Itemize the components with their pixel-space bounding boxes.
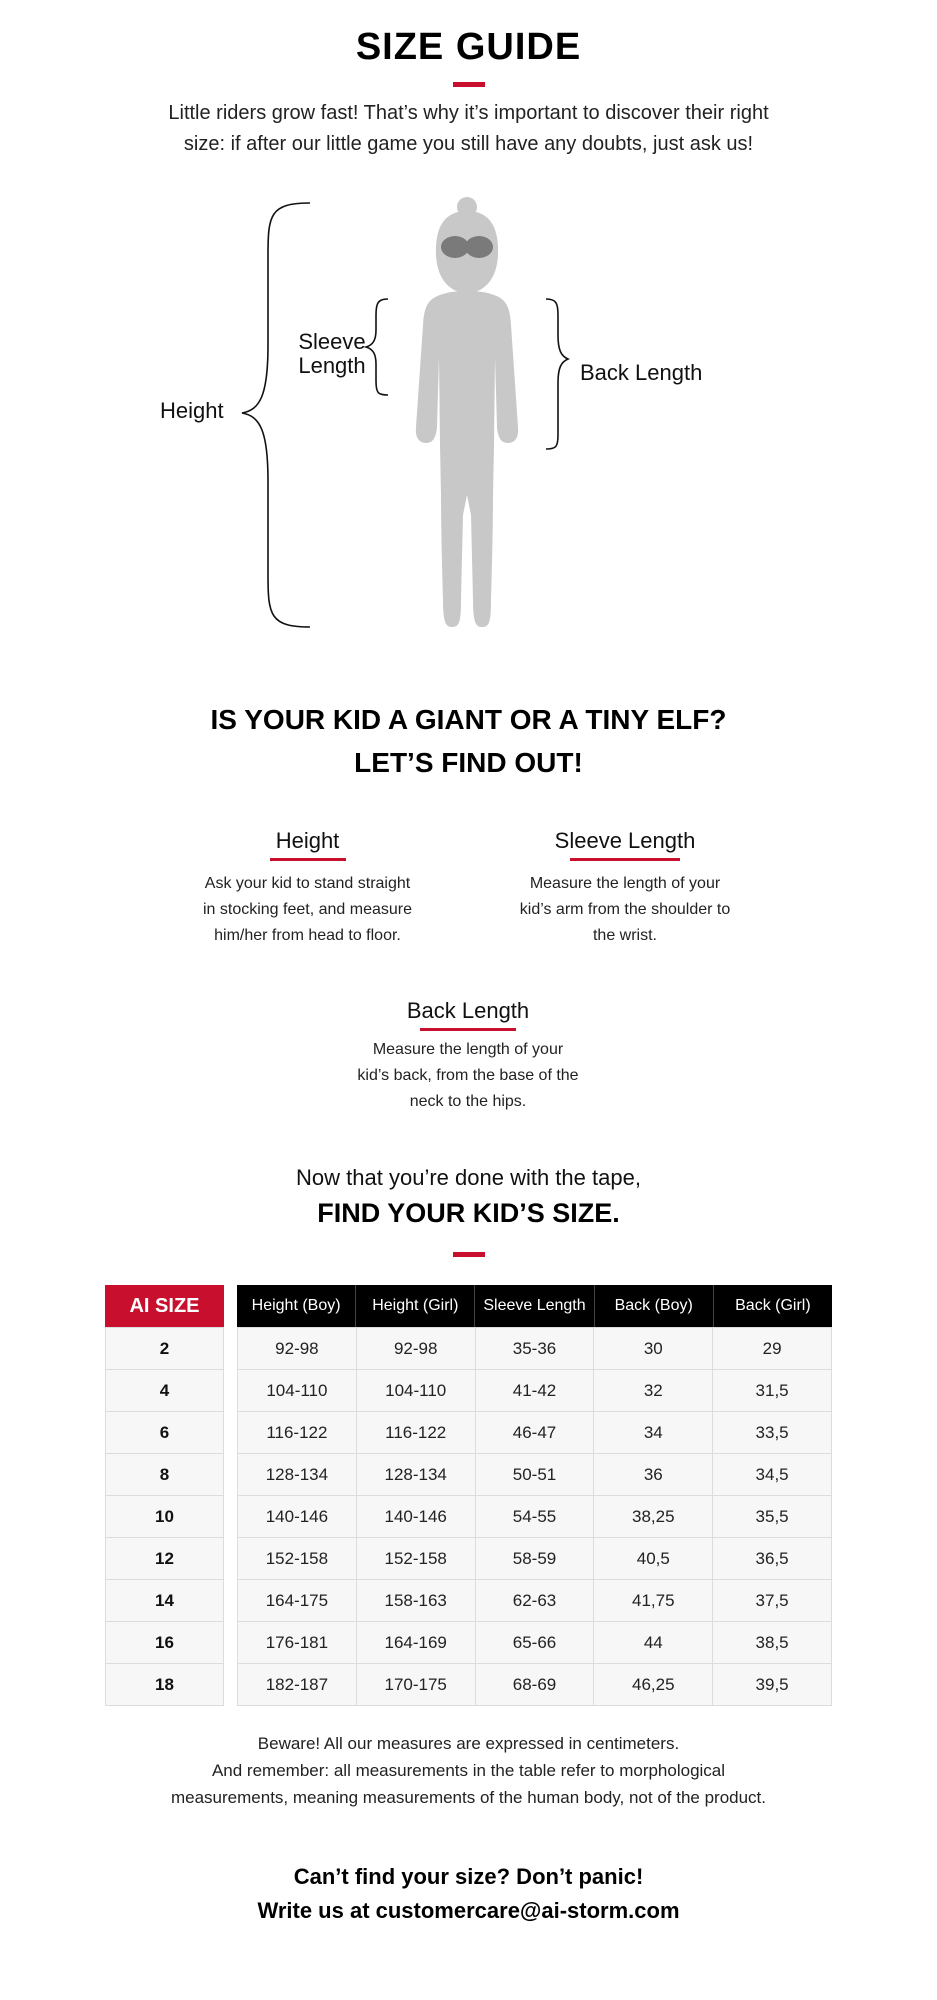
table-cell: 92-98 bbox=[237, 1327, 357, 1370]
measure-back-line-1: Measure the length of your bbox=[372, 1041, 564, 1058]
figure-label-sleeve-line2: Length bbox=[298, 353, 366, 378]
table-cell: 46,25 bbox=[593, 1663, 713, 1706]
measure-height-line-2: in stocking feet, and measure bbox=[202, 901, 412, 918]
measurement-note bbox=[0, 1730, 937, 1811]
figure-label-back: Back Length bbox=[580, 360, 703, 385]
table-header-cell: Back (Girl) bbox=[714, 1285, 832, 1327]
size-cell: 16 bbox=[105, 1621, 224, 1664]
measure-back-title: Back Length bbox=[406, 998, 530, 1023]
table-cell: 37,5 bbox=[712, 1579, 832, 1622]
table-header-row bbox=[237, 1285, 832, 1327]
measure-height bbox=[185, 828, 430, 949]
table-cell: 34,5 bbox=[712, 1453, 832, 1496]
question-line-1: IS YOUR KID A GIANT OR A TINY ELF? bbox=[210, 704, 727, 735]
measure-back bbox=[343, 998, 593, 1115]
table-cell: 104-110 bbox=[356, 1369, 476, 1412]
intro-text bbox=[150, 98, 787, 160]
table-body bbox=[237, 1327, 832, 1706]
table-cell: 182-187 bbox=[237, 1663, 357, 1706]
table-row bbox=[237, 1412, 832, 1454]
measure-sleeve-underline bbox=[570, 858, 680, 861]
table-cell: 128-134 bbox=[237, 1453, 357, 1496]
table-cell: 152-158 bbox=[237, 1537, 357, 1580]
note-line-3: measurements, meaning measurements of the human body, not of the product. bbox=[170, 1788, 767, 1807]
table-cell: 158-163 bbox=[356, 1579, 476, 1622]
table-cell: 116-122 bbox=[356, 1411, 476, 1454]
measure-back-text bbox=[343, 1037, 593, 1115]
table-row bbox=[237, 1496, 832, 1538]
cta-line-1: Can’t find your size? Don’t panic! bbox=[293, 1864, 644, 1889]
table-cell: 38,5 bbox=[712, 1621, 832, 1664]
table-cell: 140-146 bbox=[237, 1495, 357, 1538]
table-cell: 35-36 bbox=[475, 1327, 595, 1370]
intro-line-2: size: if after our little game you still have any doubts, just ask us! bbox=[183, 133, 754, 155]
note-line-2: And remember: all measurements in the table refer to morphological bbox=[211, 1761, 726, 1780]
table-cell: 128-134 bbox=[356, 1453, 476, 1496]
size-cell: 2 bbox=[105, 1327, 224, 1370]
figure-label-height: Height bbox=[160, 398, 224, 423]
measure-sleeve-line-1: Measure the length of your bbox=[529, 875, 721, 892]
measure-sleeve bbox=[500, 828, 750, 949]
measure-height-text bbox=[185, 871, 430, 949]
measure-back-line-3: neck to the hips. bbox=[409, 1093, 527, 1110]
measure-height-line-1: Ask your kid to stand straight bbox=[204, 875, 411, 892]
size-cell: 14 bbox=[105, 1579, 224, 1622]
tape-done-text: Now that you’re done with the tape, bbox=[296, 1165, 641, 1190]
table-cell: 164-175 bbox=[237, 1579, 357, 1622]
table-cell: 46-47 bbox=[475, 1411, 595, 1454]
table-cell: 92-98 bbox=[356, 1327, 476, 1370]
table-cell: 140-146 bbox=[356, 1495, 476, 1538]
table-cell: 65-66 bbox=[475, 1621, 595, 1664]
measure-back-underline bbox=[420, 1028, 516, 1031]
table-cell: 31,5 bbox=[712, 1369, 832, 1412]
measure-sleeve-text bbox=[500, 871, 750, 949]
table-cell: 33,5 bbox=[712, 1411, 832, 1454]
child-silhouette-icon bbox=[416, 197, 518, 627]
table-cell: 41,75 bbox=[593, 1579, 713, 1622]
figure-label-sleeve-line1: Sleeve bbox=[298, 329, 366, 354]
table-cell: 35,5 bbox=[712, 1495, 832, 1538]
table-cell: 170-175 bbox=[356, 1663, 476, 1706]
table-cell: 39,5 bbox=[712, 1663, 832, 1706]
size-cell: 18 bbox=[105, 1663, 224, 1706]
table-cell: 176-181 bbox=[237, 1621, 357, 1664]
table-row bbox=[237, 1538, 832, 1580]
table-row bbox=[237, 1454, 832, 1496]
table-cell: 40,5 bbox=[593, 1537, 713, 1580]
find-red-divider bbox=[453, 1252, 485, 1257]
size-cell: 6 bbox=[105, 1411, 224, 1454]
figure-svg bbox=[150, 195, 787, 635]
table-cell: 116-122 bbox=[237, 1411, 357, 1454]
size-cell: 12 bbox=[105, 1537, 224, 1580]
table-header-cell: Sleeve Length bbox=[475, 1285, 594, 1327]
note-line-1: Beware! All our measures are expressed in centimeters. bbox=[257, 1734, 680, 1753]
cta-email-line[interactable]: Write us at customercare@ai-storm.com bbox=[257, 1898, 680, 1923]
table-header-cell: Back (Boy) bbox=[595, 1285, 714, 1327]
table-cell: 58-59 bbox=[475, 1537, 595, 1580]
table-row bbox=[237, 1580, 832, 1622]
table-header-cell: Height (Boy) bbox=[237, 1285, 356, 1327]
measure-sleeve-title: Sleeve Length bbox=[554, 828, 696, 853]
table-cell: 152-158 bbox=[356, 1537, 476, 1580]
table-header-cell: Height (Girl) bbox=[356, 1285, 475, 1327]
size-header: AI SIZE bbox=[105, 1285, 224, 1327]
table-row bbox=[237, 1622, 832, 1664]
table-cell: 29 bbox=[712, 1327, 832, 1370]
contact-cta bbox=[0, 1860, 937, 1928]
table-row bbox=[237, 1327, 832, 1370]
giant-or-elf-heading bbox=[0, 698, 937, 784]
table-cell: 36 bbox=[593, 1453, 713, 1496]
measure-height-underline bbox=[270, 858, 346, 861]
table-cell: 41-42 bbox=[475, 1369, 595, 1412]
table-cell: 54-55 bbox=[475, 1495, 595, 1538]
table-row bbox=[237, 1370, 832, 1412]
table-cell: 104-110 bbox=[237, 1369, 357, 1412]
size-cell: 10 bbox=[105, 1495, 224, 1538]
find-size-heading: FIND YOUR KID’S SIZE. bbox=[317, 1198, 620, 1228]
back-brace-icon bbox=[546, 299, 568, 449]
measure-back-line-2: kid’s back, from the base of the bbox=[357, 1067, 579, 1084]
table-cell: 164-169 bbox=[356, 1621, 476, 1664]
table-cell: 32 bbox=[593, 1369, 713, 1412]
table-cell: 36,5 bbox=[712, 1537, 832, 1580]
table-cell: 30 bbox=[593, 1327, 713, 1370]
measure-height-title: Height bbox=[275, 828, 340, 853]
size-cell: 4 bbox=[105, 1369, 224, 1412]
table-cell: 34 bbox=[593, 1411, 713, 1454]
table-cell: 68-69 bbox=[475, 1663, 595, 1706]
table-cell: 50-51 bbox=[475, 1453, 595, 1496]
table-cell: 62-63 bbox=[475, 1579, 595, 1622]
size-rows bbox=[105, 1327, 224, 1706]
page-title: SIZE GUIDE bbox=[355, 26, 582, 68]
title-red-divider bbox=[453, 82, 485, 87]
table-cell: 38,25 bbox=[593, 1495, 713, 1538]
measure-height-line-3: him/her from head to floor. bbox=[214, 927, 401, 944]
measure-sleeve-line-3: the wrist. bbox=[592, 927, 657, 944]
question-line-2: LET’S FIND OUT! bbox=[354, 747, 583, 778]
size-column bbox=[105, 1285, 224, 1706]
size-cell: 8 bbox=[105, 1453, 224, 1496]
figure-label-sleeve bbox=[292, 330, 372, 378]
size-table bbox=[237, 1285, 832, 1706]
intro-line-1: Little riders grow fast! That’s why it’s important to discover their right bbox=[168, 102, 769, 124]
table-cell: 44 bbox=[593, 1621, 713, 1664]
table-row bbox=[237, 1664, 832, 1706]
measurement-figure bbox=[150, 195, 787, 635]
measure-sleeve-line-2: kid’s arm from the shoulder to bbox=[519, 901, 731, 918]
height-brace-icon bbox=[242, 203, 310, 627]
